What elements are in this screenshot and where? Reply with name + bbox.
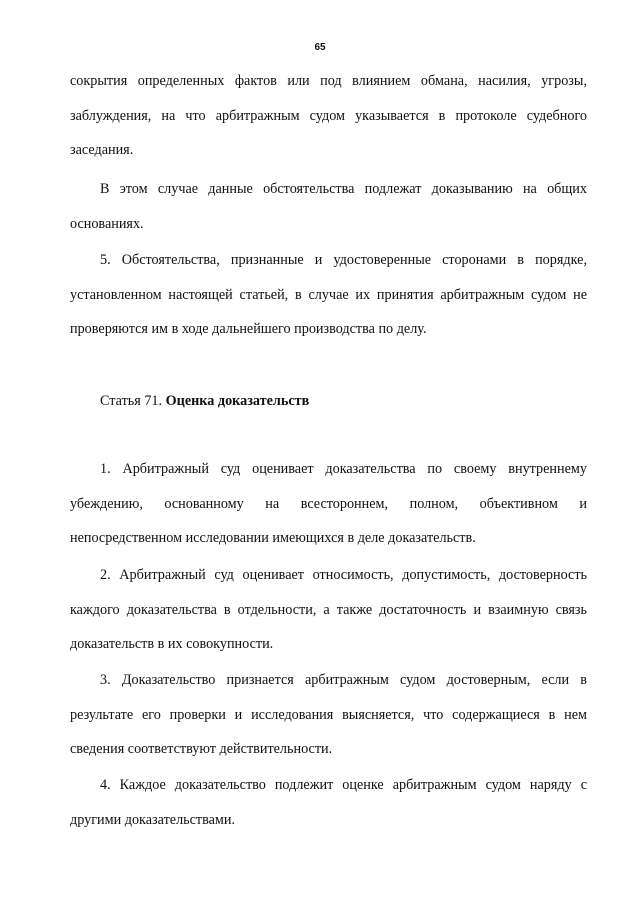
- page-number: 65: [314, 42, 326, 53]
- article-item-4: 4. Каждое доказательство подлежит оценке арбитражным судом наряду с другими доказательствами.: [70, 777, 587, 828]
- article-title: Оценка доказательств: [165, 393, 310, 409]
- paragraph-continuation: сокрытия определенных фактов или под влиянием обмана, насилия, угрозы, заблуждения, на что арбитражным судом указывается в протоколе судебного заседания.: [70, 73, 587, 158]
- article-item-2: 2. Арбитражный суд оценивает относимость, допустимость, достоверность каждого доказательства в отдельности, а также достаточность и взаимную связь доказательств в их совокупности.: [70, 567, 587, 652]
- article-item-1: 1. Арбитражный суд оценивает доказательства по своему внутреннему убеждению, основанному на всестороннем, полном, объективном и непосредственном исследовании имеющихся в деле доказательств.: [70, 461, 587, 546]
- article-heading: [100, 384, 309, 419]
- article-item-3: 3. Доказательство признается арбитражным судом достоверным, если в результате его проверки и исследования выясняется, что содержащиеся в нем сведения соответствуют действительности.: [70, 672, 587, 757]
- paragraph: В этом случае данные обстоятельства подлежат доказыванию на общих основаниях.: [70, 181, 587, 232]
- paragraph-item-5: 5. Обстоятельства, признанные и удостоверенные сторонами в порядке, установленном настоящей статьей, в случае их принятия арбитражным судом не проверяются им в ходе дальнейшего производства по делу.: [70, 252, 587, 337]
- article-label: Статья 71.: [100, 393, 166, 409]
